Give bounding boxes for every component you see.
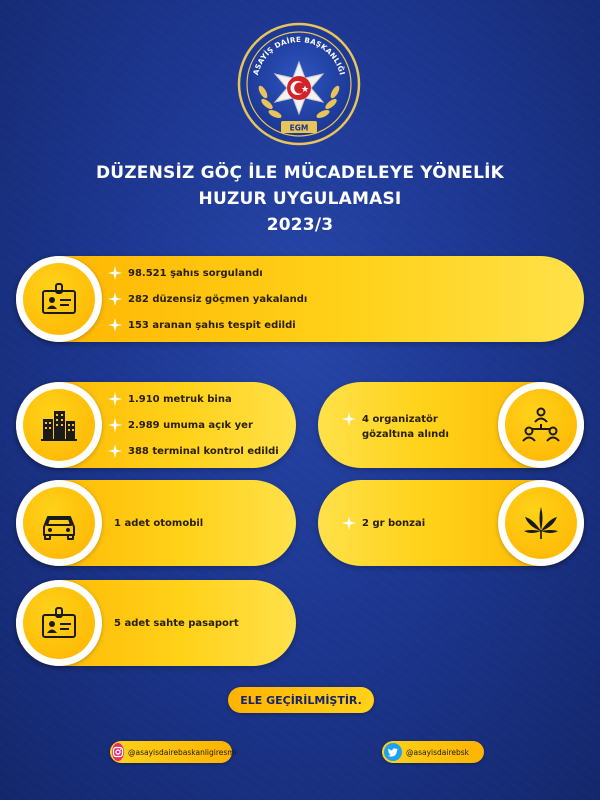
buildings-list — [108, 386, 279, 464]
sparkle-icon — [342, 412, 356, 426]
buildings-icon — [39, 405, 79, 445]
organizers-icon-circle — [498, 382, 584, 468]
buildings-icon-circle — [16, 382, 102, 468]
sparkle-icon — [108, 292, 122, 306]
twitter-icon — [384, 743, 402, 761]
list-item: 98.521 şahıs sorgulandı — [108, 260, 307, 286]
title-line-3: 2023/3 — [266, 215, 334, 235]
list-item: 2.989 umuma açık yer — [108, 412, 279, 438]
sparkle-icon — [342, 516, 356, 530]
passport-icon-circle — [16, 580, 102, 666]
police-logo — [237, 22, 361, 146]
passport-text: 5 adet sahte pasaport — [114, 617, 239, 629]
twitter-handle-text: @asayisdairebsk — [406, 747, 470, 757]
bonzai-text: 2 gr bonzai — [362, 517, 426, 529]
title-line-2: HUZUR UYGULAMASI — [198, 189, 402, 209]
bonzai-text-block — [342, 510, 425, 536]
car-text: 1 adet otomobil — [114, 517, 204, 529]
sparkle-icon — [108, 392, 122, 406]
page-title — [0, 160, 600, 238]
list-item: 153 aranan şahıs tespit edildi — [108, 312, 307, 338]
sparkle-icon — [108, 444, 122, 458]
list-item: 1.910 metruk bina — [108, 386, 279, 412]
sparkle-icon — [108, 418, 122, 432]
passport-text-block — [114, 610, 239, 636]
id-card-icon — [39, 603, 79, 643]
title-line-1: DÜZENSİZ GÖÇ İLE MÜCADELEYE YÖNELİK — [95, 163, 505, 183]
instagram-handle[interactable] — [110, 741, 237, 763]
logo-badge-text: EGM — [289, 123, 309, 133]
car-icon — [39, 503, 79, 543]
instagram-handle-text: @asayisdairebaskanligiresmi — [128, 747, 237, 757]
sparkle-icon — [108, 266, 122, 280]
id-card-icon — [39, 279, 79, 319]
instagram-icon — [112, 743, 124, 761]
organizers-text-block — [342, 412, 492, 442]
bonzai-icon-circle — [498, 480, 584, 566]
cannabis-leaf-icon — [521, 503, 561, 543]
car-icon-circle — [16, 480, 102, 566]
sparkle-icon — [108, 318, 122, 332]
car-text-block — [114, 510, 203, 536]
twitter-handle[interactable] — [382, 741, 484, 763]
logo-arc-text: ASAYİŞ DAİRE BAŞKANLIĞI — [251, 34, 347, 77]
persons-list — [108, 260, 307, 338]
network-people-icon — [521, 405, 561, 445]
caught-banner: ELE GEÇİRİLMİŞTİR. — [228, 687, 374, 713]
persons-icon-circle — [16, 256, 102, 342]
organizers-text: 4 organizatör gözaltına alındı — [362, 414, 449, 440]
list-item: 388 terminal kontrol edildi — [108, 438, 279, 464]
list-item: 282 düzensiz göçmen yakalandı — [108, 286, 307, 312]
